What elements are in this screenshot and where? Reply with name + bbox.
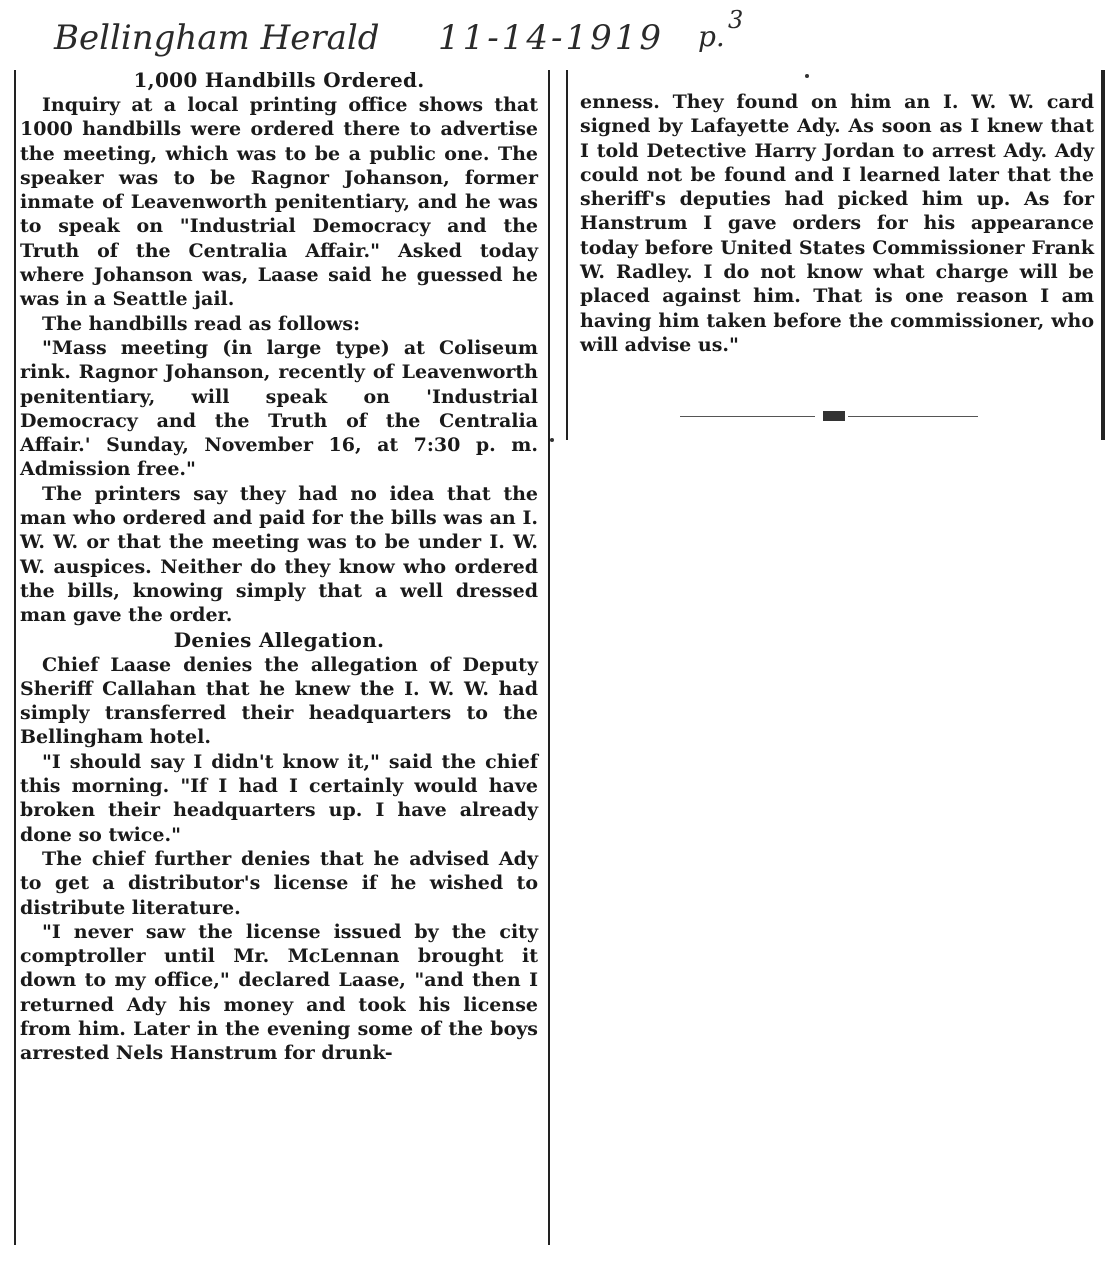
paragraph: Inquiry at a local printing office shows that 1000 handbills were ordered there to advertise the meeting, which was to be a public one. The speaker was to be Ragnor Johanson, former inmate of Leavenworth penitentiary, and he was to speak on "Industrial Democracy and the Truth of the Centralia Affair." Asked today where Johanson was, Laase said he guessed he was in a Seattle jail. bbox=[20, 94, 538, 311]
article-end-divider bbox=[680, 411, 980, 423]
handwritten-citation bbox=[40, 6, 800, 62]
paragraph: The handbills read as follows: bbox=[42, 312, 361, 335]
heading-handbills-ordered: 1,000 Handbills Ordered. bbox=[133, 68, 425, 92]
clipping-edge-rule bbox=[1101, 70, 1105, 440]
handwritten-publication: Bellingham Herald bbox=[54, 18, 380, 58]
left-column-rule bbox=[14, 70, 16, 1245]
divider-ornament bbox=[823, 411, 845, 421]
paragraph: "I never saw the license issued by the city comptroller until Mr. McLennan brought it down to my office," declared Laase, "and then I returned Ady his money and took his license from him. Later in the evening some of the boys arrested Nels Hanstrum for drunk- bbox=[20, 920, 538, 1065]
right-article-column bbox=[580, 90, 1094, 357]
paragraph: Chief Laase denies the allegation of Deputy Sheriff Callahan that he knew the I. W. W. had simply transferred their headquarters to the Bellingham hotel. bbox=[20, 653, 538, 749]
left-article-column bbox=[20, 68, 538, 1066]
paragraph-continued: enness. They found on him an I. W. W. card signed by Lafayette Ady. As soon as I knew that I told Detective Harry Jordan to arrest Ady. Ady could not be found and I learned later that the sheriff's deputies had picked him up. As for Hanstrum I gave orders for his appearance today before United States Commissioner Frank W. Radley. I do not know what charge will be placed against him. That is one reason I am having him taken before the commissioner, who will advise us." bbox=[580, 91, 1094, 356]
handwritten-page-label: p. bbox=[698, 20, 725, 53]
handwritten-date: 11-14-1919 bbox=[438, 18, 665, 58]
paragraph-handbill-text: "Mass meeting (in large type) at Coliseum rink. Ragnor Johanson, recently of Leavenworth penitentiary, will speak on 'Industrial Democracy and the Truth of the Centralia Affair.' Sunday, November 16, at 7:30 p. m. Admission free." bbox=[20, 336, 538, 481]
paragraph: The printers say they had no idea that the man who ordered and paid for the bills was an I. W. W. or that the meeting was to be under I. W. W. auspices. Neither do they know who ordered the bills, knowing simply that a well dressed man gave the order. bbox=[20, 482, 538, 627]
paragraph: "I should say I didn't know it," said the chief this morning. "If I had I certainly would have broken their headquarters up. I have already done so twice." bbox=[20, 750, 538, 846]
center-column-rule bbox=[548, 70, 550, 1245]
print-speck bbox=[550, 438, 554, 442]
paragraph: The chief further denies that he advised Ady to get a distributor's license if he wished to distribute literature. bbox=[20, 847, 538, 919]
handwritten-page-number: 3 bbox=[728, 6, 744, 34]
heading-denies-allegation: Denies Allegation. bbox=[173, 627, 385, 652]
print-speck bbox=[805, 74, 809, 78]
right-column-rule bbox=[566, 70, 568, 440]
